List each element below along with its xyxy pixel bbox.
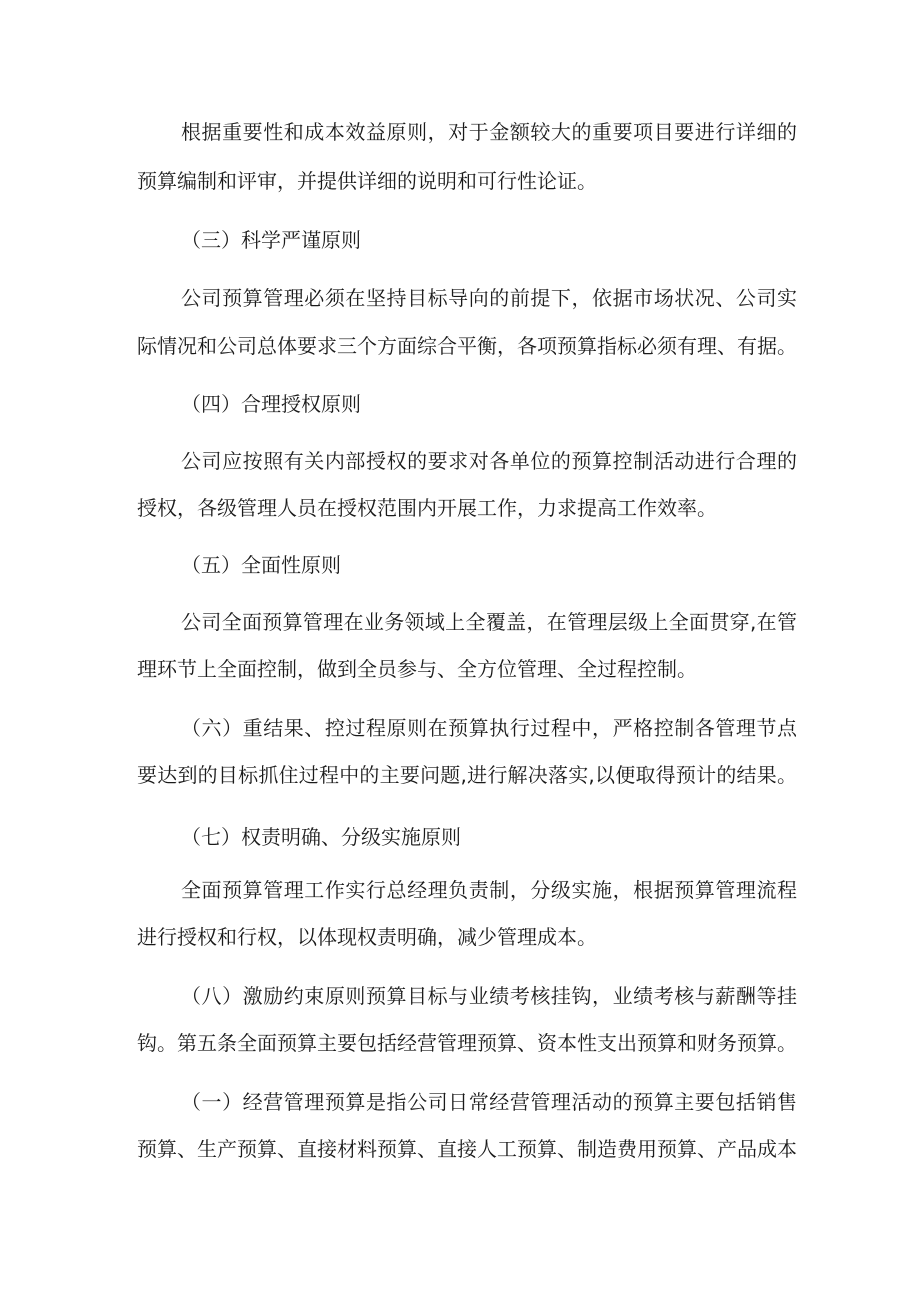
paragraph-line: 全面预算管理工作实行总经理负责制，分级实施，根据预算管理流程: [181, 878, 797, 902]
paragraph-line: 际情况和公司总体要求三个方面综合平衡，各项预算指标必须有理、有据。: [137, 334, 797, 358]
paragraph-line: 钩。第五条全面预算主要包括经营管理预算、资本性支出预算和财务预算。: [137, 1031, 797, 1055]
paragraph-line: （六）重结果、控过程原则在预算执行过程中，严格控制各管理节点: [181, 716, 797, 740]
paragraph-line: 预算编制和评审，并提供详细的说明和可行性论证。: [137, 169, 597, 193]
paragraph-line: 预算、生产预算、直接材料预算、直接人工预算、制造费用预算、产品成本: [137, 1137, 797, 1161]
paragraph-line: 理环节上全面控制，做到全员参与、全方位管理、全过程控制。: [137, 657, 697, 681]
paragraph-line: （八）激励约束原则预算目标与业绩考核挂钩，业绩考核与薪酬等挂: [181, 984, 797, 1008]
section-heading: （四）合理授权原则: [181, 392, 361, 416]
paragraph-line: （一）经营管理预算是指公司日常经营管理活动的预算主要包括销售: [181, 1090, 797, 1114]
paragraph-line: 公司预算管理必须在坚持目标导向的前提下，依据市场状况、公司实: [181, 286, 797, 310]
paragraph-line: 公司全面预算管理在业务领域上全覆盖，在管理层级上全面贯穿,在管: [181, 610, 797, 634]
paragraph-line: 要达到的目标抓住过程中的主要问题,进行解决落实,以便取得预计的结果。: [137, 763, 797, 787]
section-heading: （三）科学严谨原则: [181, 228, 361, 252]
section-heading: （七）权责明确、分级实施原则: [181, 825, 461, 849]
paragraph-line: 进行授权和行权，以体现权责明确，减少管理成本。: [137, 925, 597, 949]
paragraph-line: 授权，各级管理人员在授权范围内开展工作，力求提高工作效率。: [137, 496, 717, 520]
section-heading: （五）全面性原则: [181, 553, 341, 577]
paragraph-line: 根据重要性和成本效益原则，对于金额较大的重要项目要进行详细的: [181, 120, 797, 144]
paragraph-line: 公司应按照有关内部授权的要求对各单位的预算控制活动进行合理的: [181, 449, 797, 473]
